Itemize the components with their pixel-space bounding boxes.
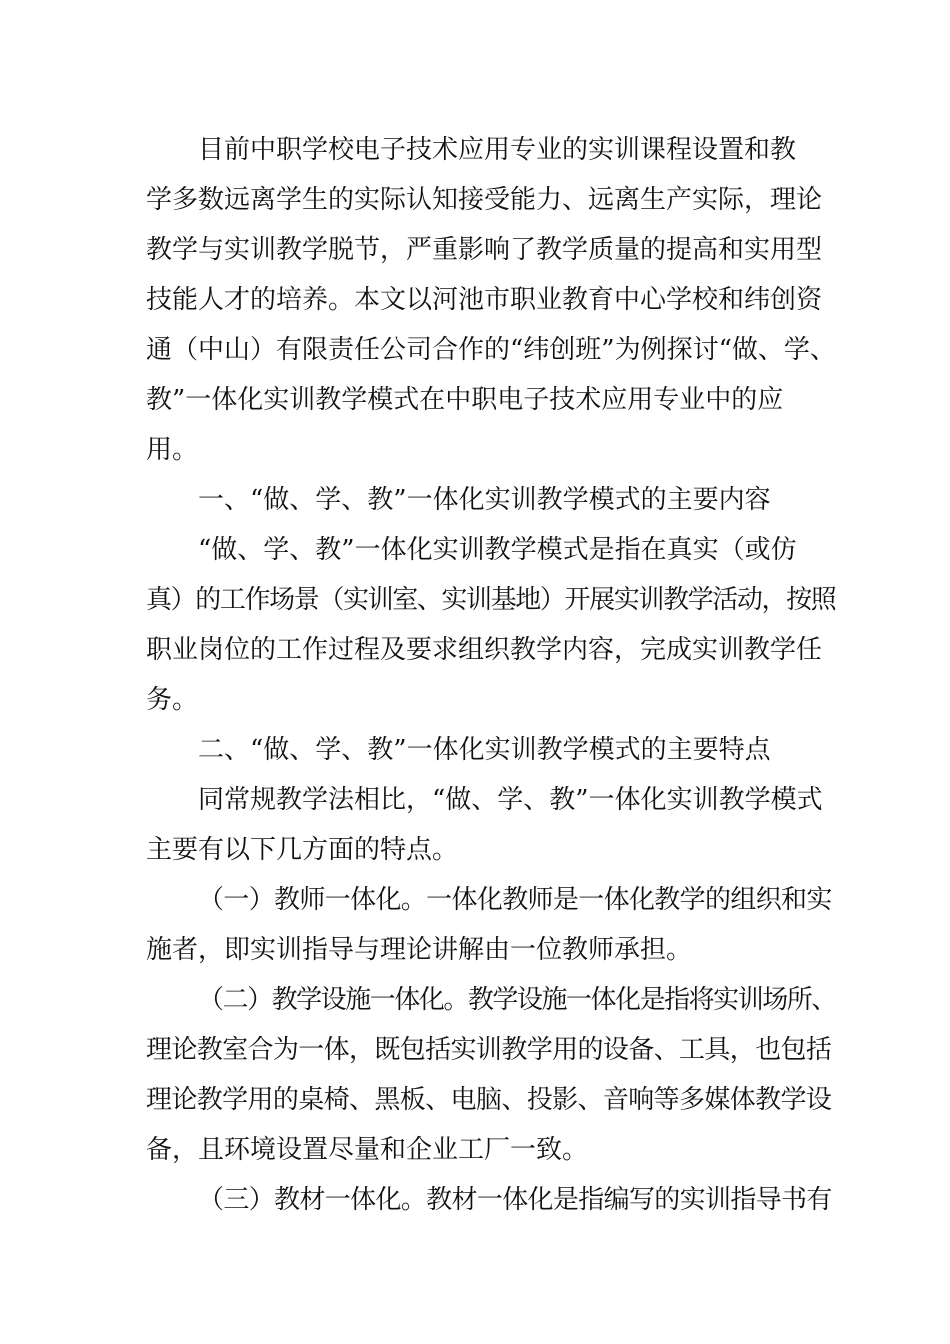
- text-line: 备，且环境设置尽量和企业工厂一致。: [146, 1135, 589, 1165]
- text-line: 理论教学用的桌椅、黑板、电脑、投影、音响等多媒体教学设: [146, 1085, 832, 1115]
- text-line: 理论教室合为一体，既包括实训教学用的设备、工具，也包括: [146, 1035, 832, 1065]
- text-line: 目前中职学校电子技术应用专业的实训课程设置和教: [198, 135, 797, 165]
- text-line: 用。: [146, 435, 199, 465]
- text-line: 一、“做、学、教”一体化实训教学模式的主要内容: [198, 485, 771, 515]
- text-line: （二）教学设施一体化。教学设施一体化是指将实训场所、: [198, 985, 836, 1015]
- text-line: 主要有以下几方面的特点。: [146, 835, 459, 865]
- text-line: （一）教师一体化。一体化教师是一体化教学的组织和实: [198, 885, 832, 915]
- text-line: 真）的工作场景（实训室、实训基地）开展实训教学活动，按照: [146, 585, 836, 615]
- text-line: （三）教材一体化。教材一体化是指编写的实训指导书有: [198, 1185, 832, 1215]
- text-line: 教学与实训教学脱节，严重影响了教学质量的提高和实用型: [146, 235, 823, 265]
- body-text: [146, 125, 836, 1225]
- text-line: 二、“做、学、教”一体化实训教学模式的主要特点: [198, 735, 771, 765]
- text-line: “做、学、教”一体化实训教学模式是指在真实（或仿: [198, 535, 797, 565]
- text-line: 通（中山）有限责任公司合作的“纬创班”为例探讨“做、学、: [146, 335, 836, 365]
- text-line: 施者，即实训指导与理论讲解由一位教师承担。: [146, 935, 693, 965]
- text-line: 教”一体化实训教学模式在中职电子技术应用专业中的应: [146, 385, 784, 415]
- text-line: 技能人才的培养。本文以河池市职业教育中心学校和纬创资: [146, 285, 823, 315]
- text-line: 学多数远离学生的实际认知接受能力、远离生产实际，理论: [146, 185, 823, 215]
- text-line: 务。: [146, 685, 199, 715]
- text-line: 职业岗位的工作过程及要求组织教学内容，完成实训教学任: [146, 635, 823, 665]
- text-line: 同常规教学法相比，“做、学、教”一体化实训教学模式: [198, 785, 823, 815]
